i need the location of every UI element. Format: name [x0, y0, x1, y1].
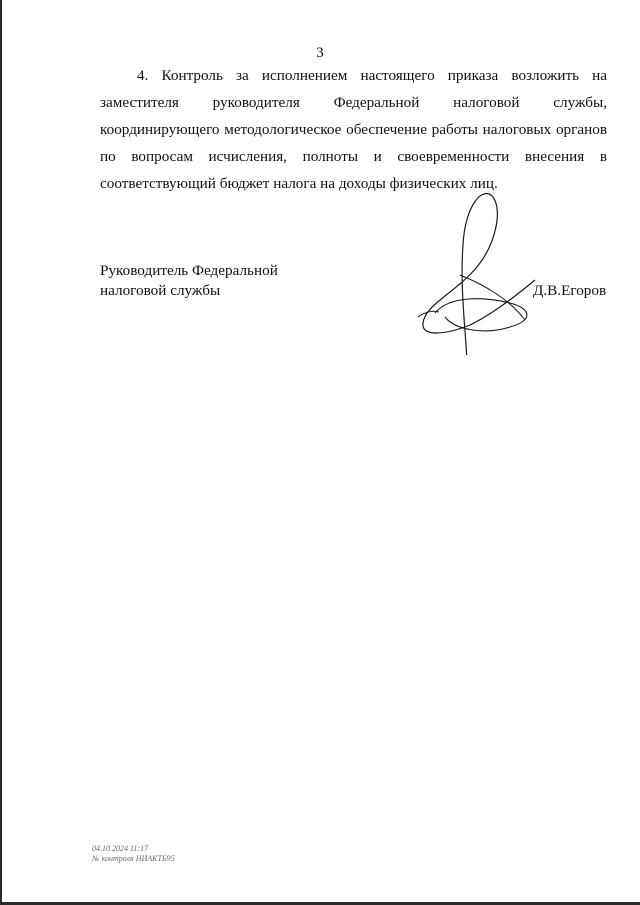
body-paragraph: 4. Контроль за исполнением настоящего приказа возложить на заместителя руководителя Федеральной налоговой службы, координирующего методологическое обеспечение работы налоговых органов по вопросам исчисления, полноты и своевременности внесения в соответствующий бюджет налога на доходы физических лиц. [100, 67, 607, 192]
signer-title-line-1: Руководитель Федеральной [100, 262, 278, 279]
signer-name: Д.В.Егоров [533, 282, 607, 299]
page-number: 3 [316, 45, 324, 61]
footer-stamp [92, 844, 175, 864]
page-border-left [0, 0, 2, 905]
signature-stroke-cross [460, 275, 525, 320]
footer-line-2: № контроля НИАКТБ95 [92, 854, 175, 863]
handwritten-signature [415, 185, 555, 355]
signer-title [100, 261, 278, 301]
signature-stroke-loop [435, 299, 527, 331]
signer-title-line-2: налоговой службы [100, 282, 221, 299]
footer-line-1: 04.10.2024 11:17 [92, 844, 149, 853]
